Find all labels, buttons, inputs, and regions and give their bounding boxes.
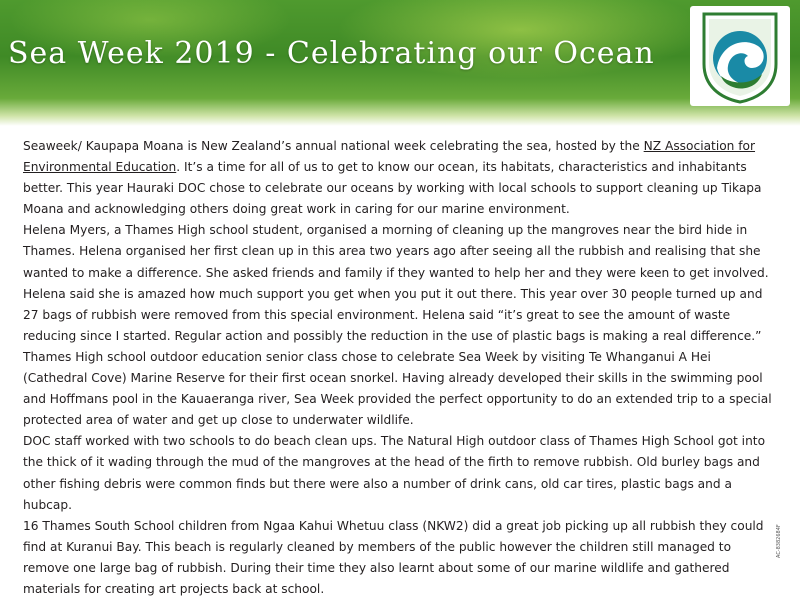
reference-code: AC-8382684F — [776, 524, 782, 558]
nzaee-link[interactable]: NZ Association for Environmental Education — [23, 139, 756, 175]
article-paragraph: 16 Thames South School children from Ngaa Kahui Whetuu class (NKW2) did a great job picking up all rubbish they could find at Kuranui Bay. This beach is regularly cleaned by members of the public however the children still managed to remove one large bag of rubbish. During their time they also learnt about some of our marine wildlife and gathered materials for creating art projects back at school. — [23, 518, 764, 596]
department-of-conservation-logo — [690, 6, 790, 106]
department-of-conservation-icon — [690, 6, 790, 106]
article-paragraph: Helena Myers, a Thames High school student, organised a morning of cleaning up the mangroves near the bird hide in Thames. Helena organised her first clean up in this area two years ago after seeing all the rubbish and realising that she wanted to make a difference. She asked friends and family if they wanted to help her and they were keen to get involved. Helena said she is amazed how much support you get when you put it out there. This year over 30 people turned up and 27 bags of rubbish were removed from this special environment. Helena said “it’s great to see the amount of waste reducing since I started. Regular action and possibly the reduction in the use of plastic bags is making a real difference.” — [23, 223, 769, 343]
article-body — [23, 136, 779, 600]
header-banner — [0, 0, 800, 126]
article-paragraph — [23, 136, 779, 220]
paragraph-text: . It’s a time for all of us to get to know our ocean, its habitats, characteristics and inhabitants better. This year Hauraki DOC chose to celebrate our oceans by working with local schools to support cleaning up Tikapa Moana and acknowledging others doing great work in caring for our marine environment. — [23, 160, 762, 217]
page-title: Sea Week 2019 - Celebrating our Ocean — [8, 36, 655, 71]
paragraph-text: Seaweek/ Kaupapa Moana is New Zealand’s annual national week celebrating the sea, hosted by the — [23, 139, 644, 153]
article-paragraph: DOC staff worked with two schools to do beach clean ups. The Natural High outdoor class of Thames High School got into the thick of it wading through the mud of the mangroves at the head of the firth to remove rubbish. Old burley bags and other fishing debris were common finds but there were also a number of drink cans, old car tires, plastic bags and a hubcap. — [23, 434, 766, 512]
article-paragraph: Thames High school outdoor education senior class chose to celebrate Sea Week by visiting Te Whanganui A Hei (Cathedral Cove) Marine Reserve for their first ocean snorkel. Having already developed their skills in the swimming pool and Hoffmans pool in the Kauaeranga river, Sea Week provided the perfect opportunity to do an extended trip to a special protected area of water and get up close to underwater wildlife. — [23, 349, 772, 428]
